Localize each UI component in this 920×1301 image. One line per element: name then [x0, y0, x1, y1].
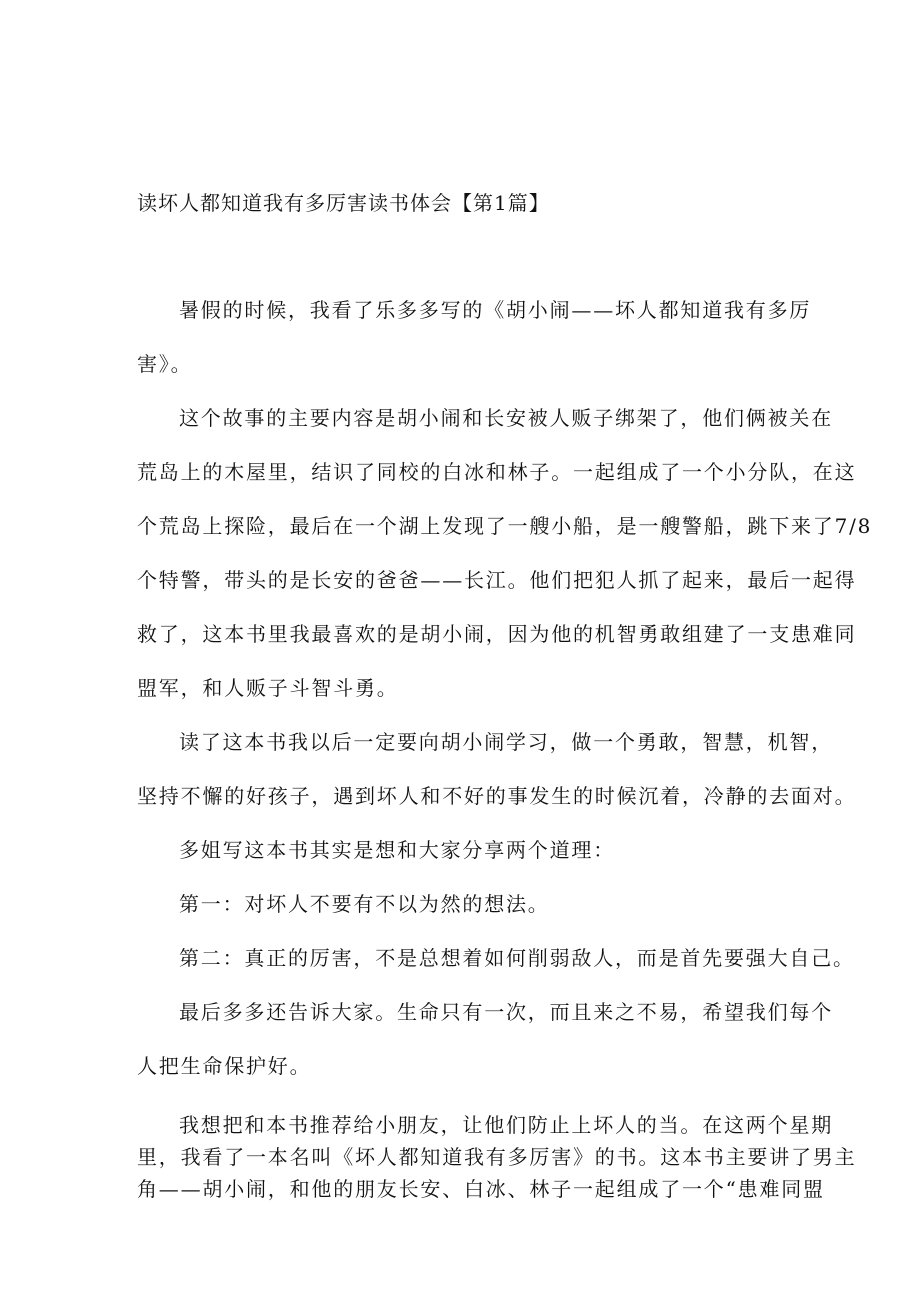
paragraph-line: 第二：真正的厉害，不是总想着如何削弱敌人，而是首先要强大自己。	[179, 946, 855, 970]
paragraph-line: 坚持不懈的好孩子，遇到坏人和不好的事发生的时候沉着，冷静的去面对。	[137, 784, 857, 808]
paragraph-6	[137, 931, 855, 985]
paragraph-line: 多姐写这本书其实是想和大家分享两个道理：	[179, 838, 615, 862]
paragraph-line: 我想把和本书推荐给小朋友，让他们防止上坏人的当。在这两个星期	[179, 1113, 833, 1137]
paragraph-line: 个荒岛上探险，最后在一个湖上发现了一艘小船，是一艘警船，跳下来了7/8	[137, 514, 873, 538]
paragraph-line: 这个故事的主要内容是胡小闹和长安被人贩子绑架了，他们俩被关在	[179, 406, 833, 430]
paragraph-line: 最后多多还告诉大家。生命只有一次，而且来之不易，希望我们每个	[179, 1000, 833, 1024]
document-title: 读坏人都知道我有多厉害读书体会【第1篇】	[137, 191, 550, 215]
paragraph-1	[137, 283, 812, 391]
paragraph-line: 个特警，带头的是长安的爸爸——长江。他们把犯人抓了起来，最后一起得	[137, 568, 857, 592]
paragraph-line: 角——胡小闹，和他的朋友长安、白冰、林子一起组成了一个“患难同盟	[137, 1177, 825, 1201]
paragraph-line: 人把生命保护好。	[137, 1054, 312, 1078]
paragraph-line: 读了这本书我以后一定要向胡小闹学习，做一个勇敢，智慧，机智，	[179, 730, 833, 754]
paragraph-line: 害》。	[137, 352, 193, 376]
paragraph-line: 救了，这本书里我最喜欢的是胡小闹，因为他的机智勇敢组建了一支患难同	[137, 622, 857, 646]
paragraph-line: 盟军，和人贩子斗智斗勇。	[137, 676, 399, 700]
paragraph-line: 暑假的时候，我看了乐多多写的《胡小闹——坏人都知道我有多厉	[179, 298, 812, 322]
paragraph-2	[137, 391, 873, 715]
paragraph-8	[137, 1109, 857, 1205]
paragraph-7	[137, 985, 833, 1093]
paragraph-line: 荒岛上的木屋里，结识了同校的白冰和林子。一起组成了一个小分队，在这	[137, 460, 857, 484]
paragraph-line: 第一：对坏人不要有不以为然的想法。	[179, 892, 550, 916]
document-body	[137, 283, 873, 1205]
paragraph-5	[137, 877, 803, 931]
paragraph-4	[137, 823, 803, 877]
paragraph-line: 里，我看了一本名叫《坏人都知道我有多厉害》的书。这本书主要讲了男主	[137, 1145, 857, 1169]
paragraph-3	[137, 715, 857, 823]
